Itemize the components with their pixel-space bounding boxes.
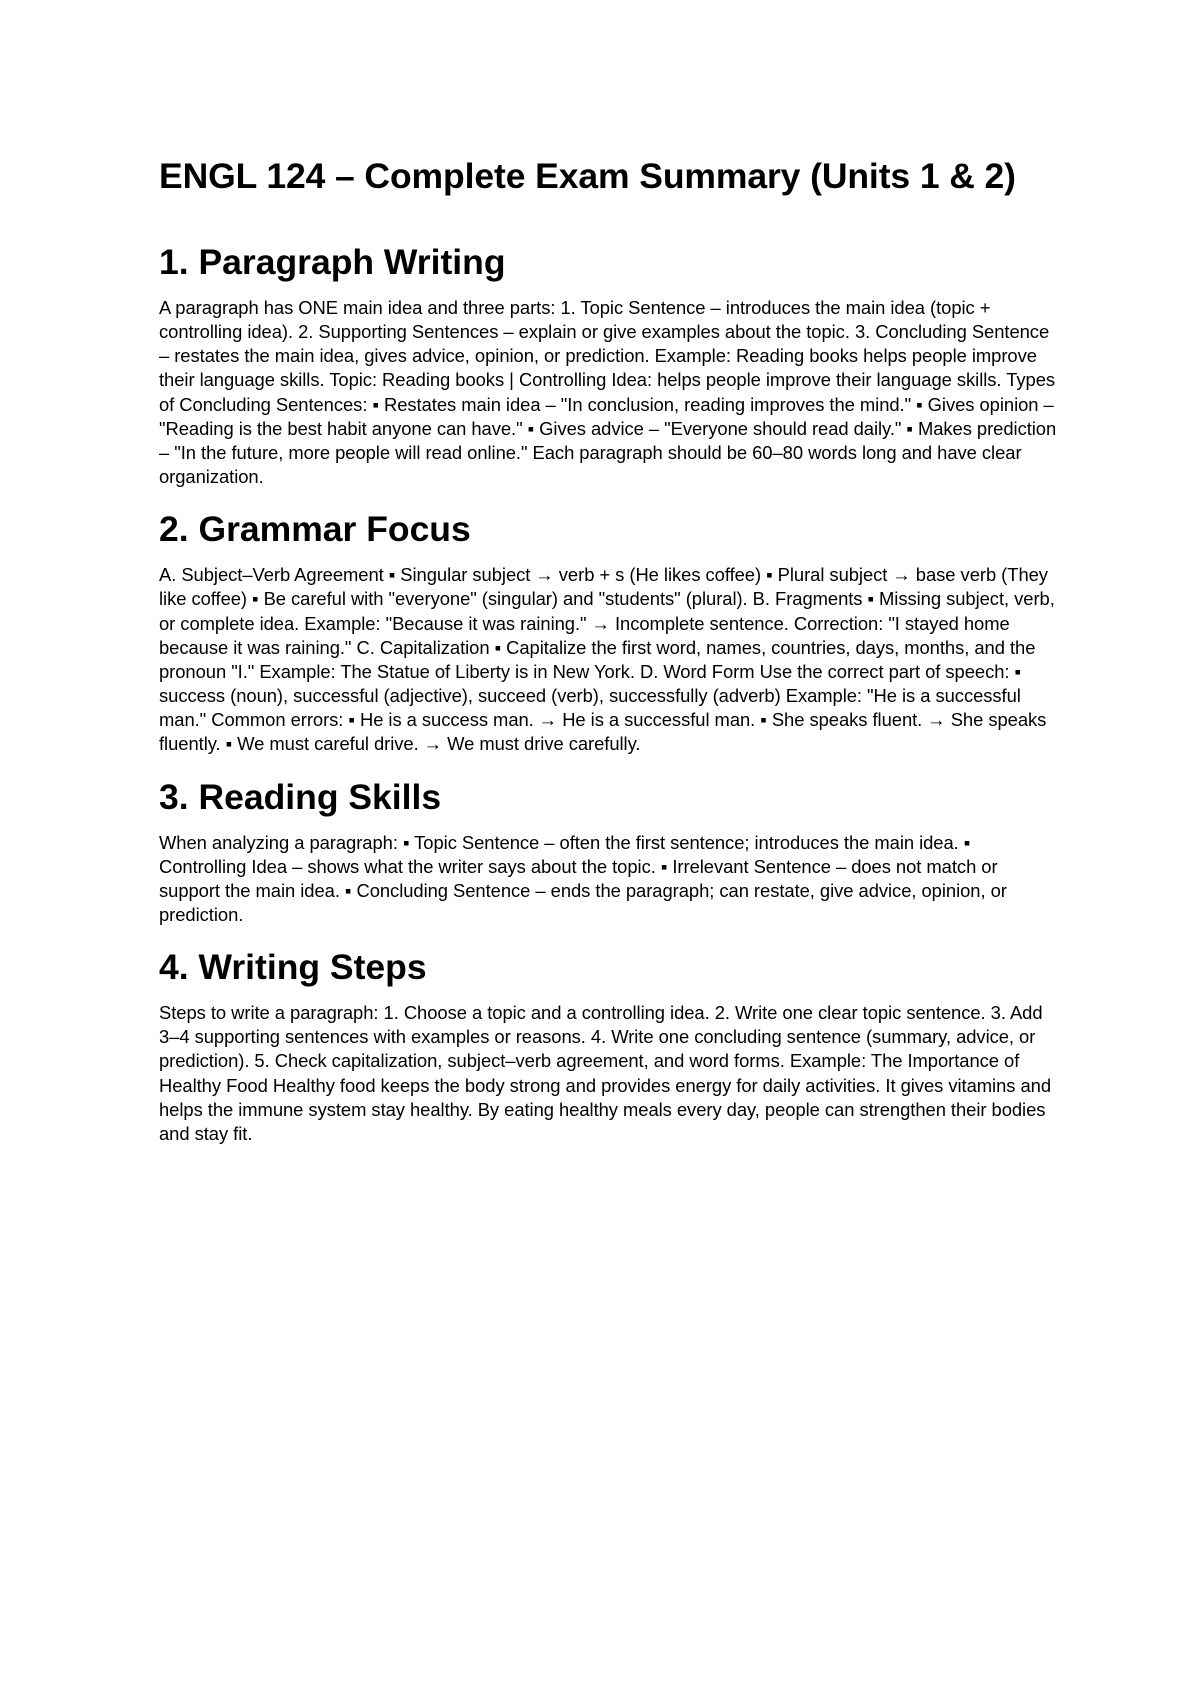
section-heading: 2. Grammar Focus [159, 509, 471, 550]
document-content [159, 155, 1059, 1146]
document-title: ENGL 124 – Complete Exam Summary (Units 1 & 2) [159, 156, 1016, 196]
section-body: A paragraph has ONE main idea and three parts: 1. Topic Sentence – introduces the main idea (topic + controlling idea). 2. Supporting Sentences – explain or give examples about the topic. 3. Concluding Sentence – restates the main idea, gives advice, opinion, or prediction. Example: Reading books helps people improve their language skills. Topic: Reading books | Controlling Idea: helps people improve their language skills. Types of Concluding Sentences: ▪ Restates main idea – "In conclusion, reading improves the mind." ▪ Gives opinion – "Reading is the best habit anyone can have." ▪ Gives advice – "Everyone should read daily." ▪ Makes prediction – "In the future, more people will read online." Each paragraph should be 60–80 words long and have clear organization. [159, 297, 1057, 488]
section-heading: 4. Writing Steps [159, 947, 427, 988]
section-writing-steps [159, 946, 1059, 1146]
section-heading: 1. Paragraph Writing [159, 242, 506, 282]
section-body: When analyzing a paragraph: ▪ Topic Sentence – often the first sentence; introduces the main idea. ▪ Controlling Idea – shows what the writer says about the topic. ▪ Irrelevant Sentence – does not match or support the main idea. ▪ Concluding Sentence – ends the paragraph; can restate, give advice, opinion, or prediction. [159, 831, 1007, 925]
section-reading-skills [159, 776, 1059, 928]
section-paragraph-writing [159, 241, 1059, 489]
section-grammar-focus [159, 508, 1059, 756]
section-body: A. Subject–Verb Agreement ▪ Singular subject → verb + s (He likes coffee) ▪ Plural subject → base verb (They like coffee) ▪ Be careful with "everyone" (singular) and "students" (plural). B. Fragments ▪ Missing subject, verb, or complete idea. Example: "Because it was raining." → Incomplete sentence. Correction: "I stayed home because it was raining." C. Capitalization ▪ Capitalize the first word, names, countries, days, months, and the pronoun "I." Example: The Statue of Liberty is in New York. D. Word Form Use the correct part of speech: ▪ success (noun), successful (adjective), succeed (verb), successfully (adverb) Example: "He is a successful man." Common errors: ▪ He is a success man. → He is a successful man. ▪ She speaks fluent. → She speaks fluently. ▪ We must careful drive. → We must drive carefully. [159, 564, 1055, 755]
section-body: Steps to write a paragraph: 1. Choose a topic and a controlling idea. 2. Write one clear topic sentence. 3. Add 3–4 supporting sentences with examples or reasons. 4. Write one concluding sentence (summary, advice, or prediction). 5. Check capitalization, subject–verb agreement, and word forms. Example: The Importance of Healthy Food Healthy food keeps the body strong and provides energy for daily activities. It gives vitamins and helps the immune system stay healthy. By eating healthy meals every day, people can strengthen their bodies and stay fit. [159, 1002, 1051, 1144]
section-heading: 3. Reading Skills [159, 776, 442, 817]
